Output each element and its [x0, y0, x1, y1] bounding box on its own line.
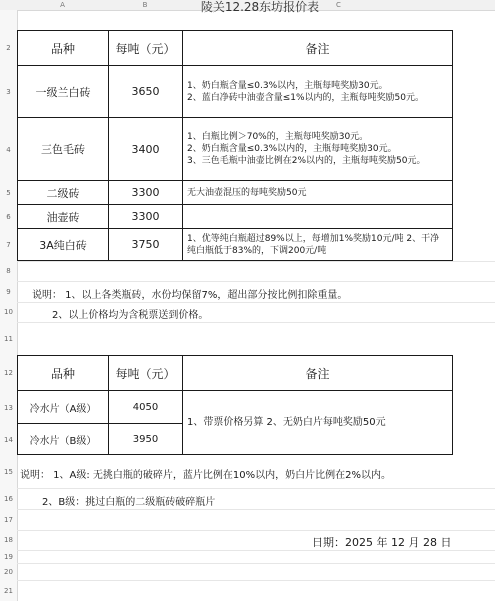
note-moisture[interactable]: 说明： 1、以上各类瓶砖，水份均保留7%，超出部分按比例扣除重量。 — [32, 290, 348, 301]
row-header-12[interactable]: 12 — [0, 355, 18, 391]
table1-row5-note[interactable]: 1、优等纯白瓶超过89%以上，每增加1%奖励10元/吨 2、干净纯白瓶低于83%的，下调200元/吨 — [182, 229, 453, 261]
table2-header-price[interactable]: 每吨（元） — [108, 355, 182, 391]
row-header-3[interactable]: 3 — [0, 66, 18, 118]
gridline — [17, 579, 495, 581]
row-header-7[interactable]: 7 — [0, 229, 18, 261]
row-header-16[interactable]: 16 — [0, 488, 18, 509]
table1-header-note[interactable]: 备注 — [182, 30, 453, 66]
table1-row1-price[interactable]: 3650 — [108, 66, 182, 118]
gridline — [17, 487, 495, 489]
table1-row1-name[interactable]: 一级兰白砖 — [17, 66, 108, 118]
table1-row3-price[interactable]: 3300 — [108, 181, 182, 205]
column-header-c[interactable]: C — [182, 0, 495, 11]
table1-row5-name[interactable]: 3A纯白砖 — [17, 229, 108, 261]
column-header-b[interactable]: B — [108, 0, 182, 11]
gridline — [17, 562, 495, 564]
table1-header-price[interactable]: 每吨（元） — [108, 30, 182, 66]
row-header-14[interactable]: 14 — [0, 424, 18, 455]
column-header-a[interactable]: A — [17, 0, 108, 11]
table2-row1-price[interactable]: 4050 — [108, 391, 182, 424]
table1-row2-note[interactable]: 1、白瓶比例＞70%的，主瓶每吨奖励30元。 2、奶白瓶含量≤0.3%以内的，主瓶每吨奖励30元。 3、三色毛瓶中油壶比例在2%以内的，主瓶每吨奖励50元。 — [182, 118, 453, 181]
gridline — [17, 280, 495, 282]
gridline — [17, 301, 495, 303]
table1-row4-note[interactable] — [182, 205, 453, 229]
row-header-21[interactable]: 21 — [0, 580, 18, 601]
row-header-11[interactable]: 11 — [0, 322, 18, 355]
table2-header-note[interactable]: 备注 — [182, 355, 453, 391]
table1-row2-name[interactable]: 三色毛砖 — [17, 118, 108, 181]
table1-row5-price[interactable]: 3750 — [108, 229, 182, 261]
row-header-19[interactable]: 19 — [0, 550, 18, 563]
date-label[interactable]: 日期：2025 年 12 月 28 日 — [312, 536, 452, 549]
gridline — [17, 321, 495, 323]
table1-row4-price[interactable]: 3300 — [108, 205, 182, 229]
table1-row4-name[interactable]: 油壶砖 — [17, 205, 108, 229]
row-header-18[interactable]: 18 — [0, 530, 18, 550]
note-grade-a[interactable]: 说明： 1、A级: 无挑白瓶的破碎片，蓝片比例在10%以内，奶白片比例在2%以内。 — [20, 470, 392, 481]
row-header-13[interactable]: 13 — [0, 391, 18, 424]
row-header-20[interactable]: 20 — [0, 563, 18, 580]
gridline — [17, 508, 495, 510]
table2-row2-price[interactable]: 3950 — [108, 424, 182, 455]
table1-row1-note[interactable]: 1、奶白瓶含量≤0.3%以内，主瓶每吨奖励30元。 2、蓝白净砖中油壶含量≤1%以内的，主瓶每吨奖励50元。 — [182, 66, 453, 118]
gridline — [17, 529, 495, 531]
table2-row1-name[interactable]: 冷水片（A级） — [17, 391, 108, 424]
row-header-8[interactable]: 8 — [0, 261, 18, 281]
table1-row3-name[interactable]: 二级砖 — [17, 181, 108, 205]
sheet-title: 陵关12.28东坊报价表 — [200, 0, 320, 14]
table2-header-name[interactable]: 品种 — [17, 355, 108, 391]
table1-row3-note[interactable]: 无大油壶混压的每吨奖励50元 — [182, 181, 453, 205]
row-header-9[interactable]: 9 — [0, 281, 18, 302]
row-header-4[interactable]: 4 — [0, 118, 18, 181]
note-tax[interactable]: 2、以上价格均为含税票送到价格。 — [52, 310, 209, 321]
row-header-10[interactable]: 10 — [0, 302, 18, 322]
table1-header-name[interactable]: 品种 — [17, 30, 108, 66]
table2-row2-name[interactable]: 冷水片（B级） — [17, 424, 108, 455]
row-header-1[interactable] — [0, 10, 18, 30]
table2-note-merged[interactable]: 1、带票价格另算 2、无奶白片每吨奖励50元 — [182, 391, 453, 455]
table1-row2-price[interactable]: 3400 — [108, 118, 182, 181]
row-header-6[interactable]: 6 — [0, 205, 18, 229]
row-header-15[interactable]: 15 — [0, 455, 18, 488]
row-header-5[interactable]: 5 — [0, 181, 18, 205]
note-grade-b[interactable]: 2、B级：挑过白瓶的二级瓶砖破碎瓶片 — [42, 497, 216, 508]
row-header-2[interactable]: 2 — [0, 30, 18, 66]
row-header-17[interactable]: 17 — [0, 509, 18, 530]
